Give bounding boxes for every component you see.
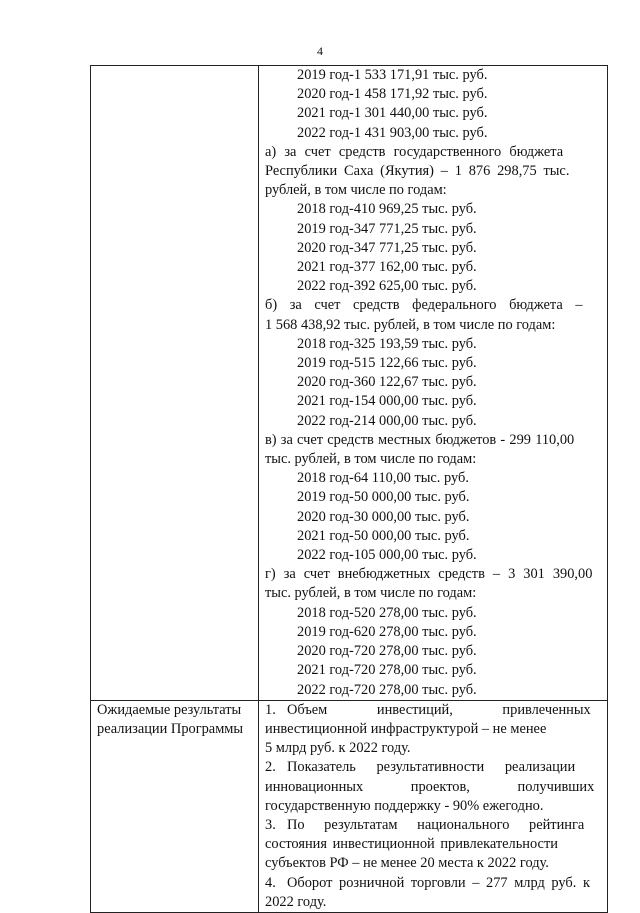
section-d-year-2022: 2022 год-720 278,00 тыс. руб. [297, 681, 477, 698]
result-2-number: 2. [265, 759, 276, 776]
result-1-line-3: 5 млрд руб. к 2022 году. [265, 740, 411, 757]
result-item-1 [265, 701, 601, 759]
result-1-line-2: инвестиционной инфраструктурой – не менее [265, 720, 547, 737]
section-d-heading-line-2: тыс. рублей, в том числе по годам: [265, 585, 477, 602]
section-b-federal-budget [265, 296, 601, 430]
page-number: 4 [317, 44, 323, 58]
section-a-year-2018: 2018 год-410 969,25 тыс. руб. [297, 201, 477, 218]
total-year-2022: 2022 год-1 431 903,00 тыс. руб. [297, 124, 488, 141]
section-c-year-2021: 2021 год-50 000,00 тыс. руб. [297, 527, 470, 544]
section-b-year-2018: 2018 год-325 193,59 тыс. руб. [297, 335, 477, 352]
result-item-2 [265, 758, 601, 816]
total-year-2021: 2021 год-1 301 440,00 тыс. руб. [297, 105, 488, 122]
result-4-number: 4. [265, 874, 276, 891]
section-d-year-2019: 2019 год-620 278,00 тыс. руб. [297, 623, 477, 640]
total-year-2019: 2019 год-1 533 171,91 тыс. руб. [297, 67, 488, 83]
section-d-year-2020: 2020 год-720 278,00 тыс. руб. [297, 643, 477, 660]
section-b-year-2020: 2020 год-360 122,67 тыс. руб. [297, 374, 477, 391]
section-b-year-2022: 2022 год-214 000,00 тыс. руб. [297, 412, 477, 429]
total-year-2020: 2020 год-1 458 171,92 тыс. руб. [297, 86, 488, 103]
result-3-line-2: состояния инвестиционной привлекательности [265, 836, 558, 853]
section-c-year-2019: 2019 год-50 000,00 тыс. руб. [297, 489, 470, 506]
section-b-heading-line-2: 1 568 438,92 тыс. рублей, в том числе по годам: [265, 316, 556, 333]
section-a-year-2021: 2021 год-377 162,00 тыс. руб. [297, 259, 477, 276]
financing-row [91, 66, 608, 701]
section-c-year-2020: 2020 год-30 000,00 тыс. руб. [297, 508, 470, 525]
result-4-line-1: Оборот розничной торговли – 277 млрд руб. к [287, 874, 590, 891]
result-1-line-1: Объем инвестиций, привлеченных [287, 701, 591, 718]
section-a-year-2022: 2022 год-392 625,00 тыс. руб. [297, 278, 477, 295]
section-c-heading-line-1: в) за счет средств местных бюджетов - 299 110,00 [265, 431, 575, 448]
result-1-number: 1. [265, 701, 276, 718]
financing-content-cell [259, 66, 608, 701]
section-a-heading-line-3: рублей, в том числе по годам: [265, 182, 447, 199]
section-a-year-2019: 2019 год-347 771,25 тыс. руб. [297, 220, 477, 237]
section-a-heading-line-2: Республики Саха (Якутия) – 1 876 298,75 тыс. [265, 163, 570, 180]
section-d-year-2018: 2018 год-520 278,00 тыс. руб. [297, 604, 477, 621]
section-d-extrabudgetary [265, 565, 601, 699]
section-a-republic-budget [265, 143, 601, 297]
expected-results-row [91, 700, 608, 912]
result-2-line-3: государственную поддержку - 90% ежегодно. [265, 797, 544, 814]
result-item-4 [265, 874, 601, 912]
result-4-line-2: 2022 году. [265, 893, 327, 910]
section-a-heading-line-1: а) за счет средств государственного бюджета [265, 143, 564, 160]
program-passport-table [90, 65, 608, 913]
section-c-heading-line-2: тыс. рублей, в том числе по годам: [265, 451, 477, 468]
result-2-line-2: инновационных проектов, получивших [265, 778, 595, 795]
total-by-year-list [265, 66, 601, 143]
result-item-3 [265, 816, 601, 874]
section-d-heading-line-1: г) за счет внебюджетных средств – 3 301 390,00 [265, 566, 593, 583]
section-c-local-budgets [265, 431, 601, 565]
expected-results-content-cell [259, 700, 608, 912]
result-2-line-1: Показатель результативности реализации [287, 759, 576, 776]
section-c-year-2018: 2018 год-64 110,00 тыс. руб. [297, 470, 469, 487]
section-b-year-2019: 2019 год-515 122,66 тыс. руб. [297, 355, 477, 372]
section-c-year-2022: 2022 год-105 000,00 тыс. руб. [297, 547, 477, 564]
result-3-line-3: субъектов РФ – не менее 20 места к 2022 году. [265, 855, 549, 872]
result-3-line-1: По результатам национального рейтинга [287, 816, 585, 833]
expected-results-label: Ожидаемые результаты реализации Программы [91, 700, 259, 912]
financing-label-cell [91, 66, 259, 701]
section-a-year-2020: 2020 год-347 771,25 тыс. руб. [297, 239, 477, 256]
section-d-year-2021: 2021 год-720 278,00 тыс. руб. [297, 662, 477, 679]
section-b-heading-line-1: б) за счет средств федерального бюджета – [265, 297, 583, 314]
result-3-number: 3. [265, 816, 276, 833]
section-b-year-2021: 2021 год-154 000,00 тыс. руб. [297, 393, 477, 410]
